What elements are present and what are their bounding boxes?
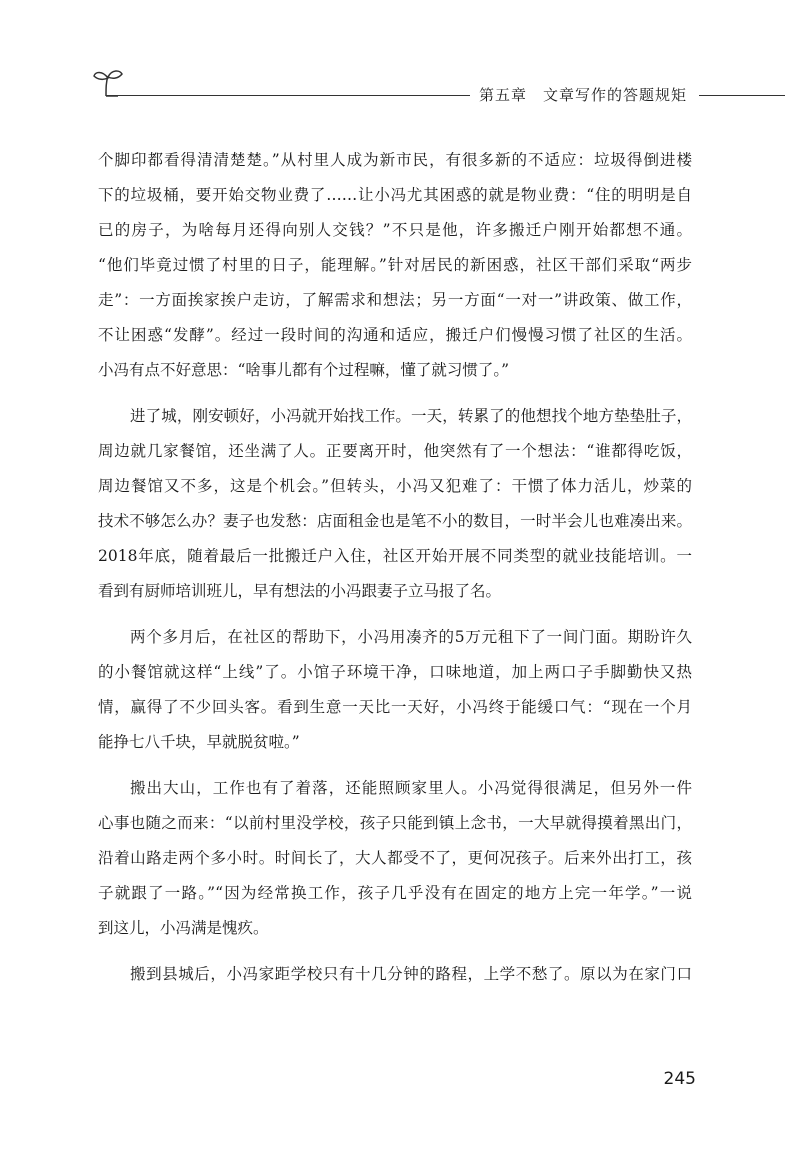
text-line: 已的房子，为啥每月还得向别人交钱？”不只是他，许多搬迁户刚开始都想不通。	[98, 221, 692, 239]
text-line: 走”：一方面挨家挨户走访，了解需求和想法；另一方面“一对一”讲政策、做工作，	[98, 291, 692, 309]
text-line: 个脚印都看得清清楚楚。”从村里人成为新市民，有很多新的不适应：垃圾得倒进楼	[98, 151, 692, 169]
paragraph	[98, 620, 692, 760]
text-line: 两个多月后，在社区的帮助下，小冯用凑齐的5万元租下了一间门面。期盼许久	[130, 628, 692, 646]
paragraph	[98, 957, 692, 992]
header-rule-left	[106, 95, 470, 96]
page-header	[0, 0, 800, 110]
text-line: 搬出大山，工作也有了着落，还能照顾家里人。小冯觉得很满足，但另外一件	[130, 779, 692, 797]
text-line: 心事也随之而来：“以前村里没学校，孩子只能到镇上念书，一大早就得摸着黑出门，	[98, 814, 692, 832]
text-line: 技术不够怎么办？妻子也发愁：店面租金也是笔不小的数目，一时半会儿也难凑出来。	[98, 512, 692, 530]
text-line: 能挣七八千块，早就脱贫啦。”	[98, 733, 300, 751]
paragraph	[98, 399, 692, 609]
text-line: “他们毕竟过惯了村里的日子，能理解。”针对居民的新困惑，社区干部们采取“两步	[98, 256, 692, 274]
text-line: 下的垃圾桶，要开始交物业费了……让小冯尤其困惑的就是物业费：“住的明明是自	[98, 186, 692, 204]
body-text	[98, 143, 692, 992]
page-number: 245	[663, 1069, 696, 1089]
text-line: 子就跟了一路。”“因为经常换工作，孩子几乎没有在固定的地方上完一年学。”一说	[98, 884, 692, 902]
text-line: 周边就几家餐馆，还坐满了人。正要离开时，他突然有了一个想法：“谁都得吃饭，	[98, 442, 692, 460]
text-line: 小冯有点不好意思：“啥事儿都有个过程嘛，懂了就习惯了。”	[98, 361, 510, 379]
text-line: 进了城，刚安顿好，小冯就开始找工作。一天，转累了的他想找个地方垫垫肚子，	[130, 407, 692, 425]
chapter-title: 第五章 文章写作的答题规矩	[479, 86, 688, 104]
paragraph	[98, 143, 692, 388]
paragraph	[98, 771, 692, 946]
text-line: 周边餐馆又不多，这是个机会。”但转头，小冯又犯难了：干惯了体力活儿，炒菜的	[98, 477, 692, 495]
text-line: 不让困惑“发酵”。经过一段时间的沟通和适应，搬迁户们慢慢习惯了社区的生活。	[98, 326, 692, 344]
text-line: 情，赢得了不少回头客。看到生意一天比一天好，小冯终于能缓口气：“现在一个月	[98, 698, 692, 716]
text-line: 搬到县城后，小冯家距学校只有十几分钟的路程，上学不愁了。原以为在家门口	[130, 965, 692, 983]
text-line: 看到有厨师培训班儿，早有想法的小冯跟妻子立马报了名。	[98, 582, 502, 600]
header-rule-right	[699, 95, 785, 96]
text-line: 沿着山路走两个多小时。时间长了，大人都受不了，更何况孩子。后来外出打工，孩	[98, 849, 692, 867]
text-line: 2018年底，随着最后一批搬迁户入住，社区开始开展不同类型的就业技能培训。一	[98, 547, 692, 565]
text-line: 到这儿，小冯满是愧疚。	[98, 919, 269, 937]
text-line: 的小餐馆就这样“上线”了。小馆子环境干净，口味地道，加上两口子手脚勤快又热	[98, 663, 692, 681]
